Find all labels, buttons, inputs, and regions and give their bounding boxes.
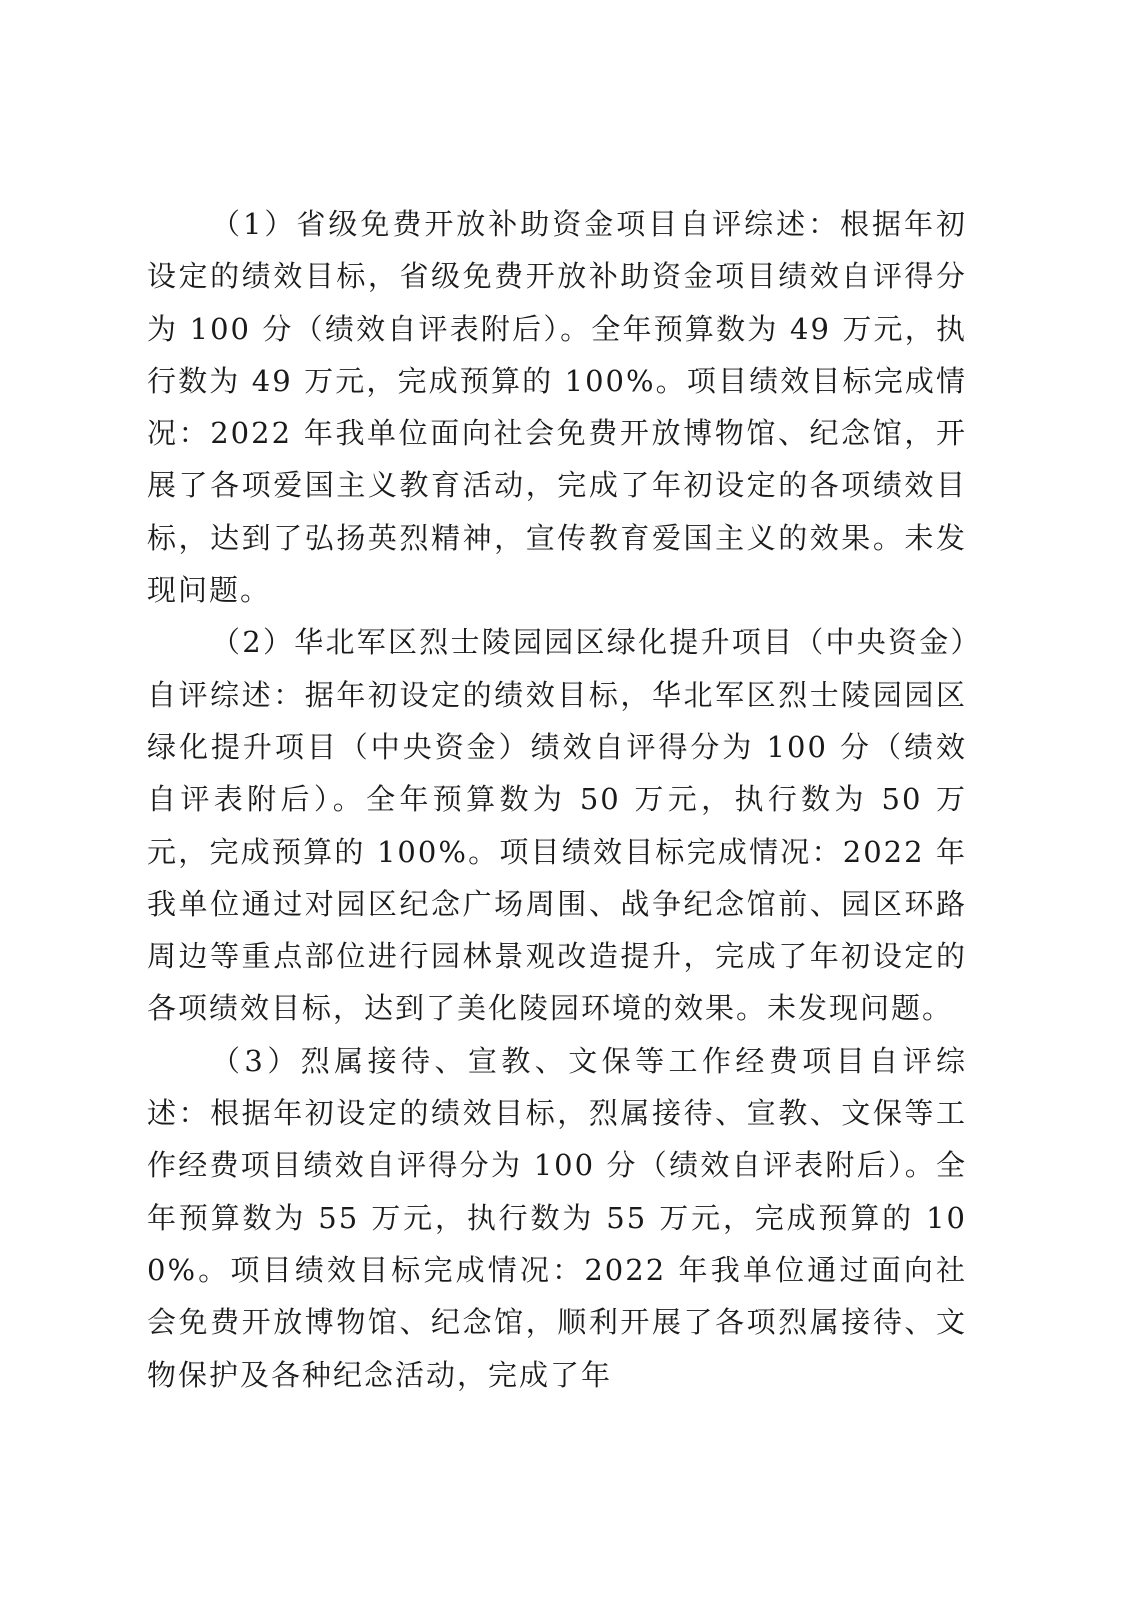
document-body (147, 198, 967, 1401)
paragraph-greening-project: （2）华北军区烈士陵园园区绿化提升项目（中央资金）自评综述：据年初设定的绩效目标，华北军区烈士陵园园区绿化提升项目（中央资金）绩效自评得分为 100 分（绩效自评表附后）。全年预算数为 50 万元，执行数为 50 万元，完成预算的 100%。项目绩效目标完成情况：2022 年我单位通过对园区纪念广场周围、战争纪念馆前、园区环路周边等重点部位进行园林景观改造提升，完成了年初设定的各项绩效目标，达到了美化陵园环境的效果。未发现问题。 (147, 625, 967, 1026)
paragraph-reception-funds: （3）烈属接待、宣教、文保等工作经费项目自评综述：根据年初设定的绩效目标，烈属接待、宣教、文保等工作经费项目绩效自评得分为 100 分（绩效自评表附后）。全年预算数为 55 万元，执行数为 55 万元，完成预算的 100%。项目绩效目标完成情况：2022 年我单位通过面向社会免费开放博物馆、纪念馆，顺利开展了各项烈属接待、文物保护及各种纪念活动，完成了年 (147, 1043, 967, 1392)
paragraph-provincial-subsidy: （1）省级免费开放补助资金项目自评综述：根据年初设定的绩效目标，省级免费开放补助资金项目绩效自评得分为 100 分（绩效自评表附后）。全年预算数为 49 万元，执行数为 49 万元，完成预算的 100%。项目绩效目标完成情况：2022 年我单位面向社会免费开放博物馆、纪念馆，开展了各项爱国主义教育活动，完成了年初设定的各项绩效目标，达到了弘扬英烈精神，宣传教育爱国主义的效果。未发现问题。 (147, 207, 967, 608)
